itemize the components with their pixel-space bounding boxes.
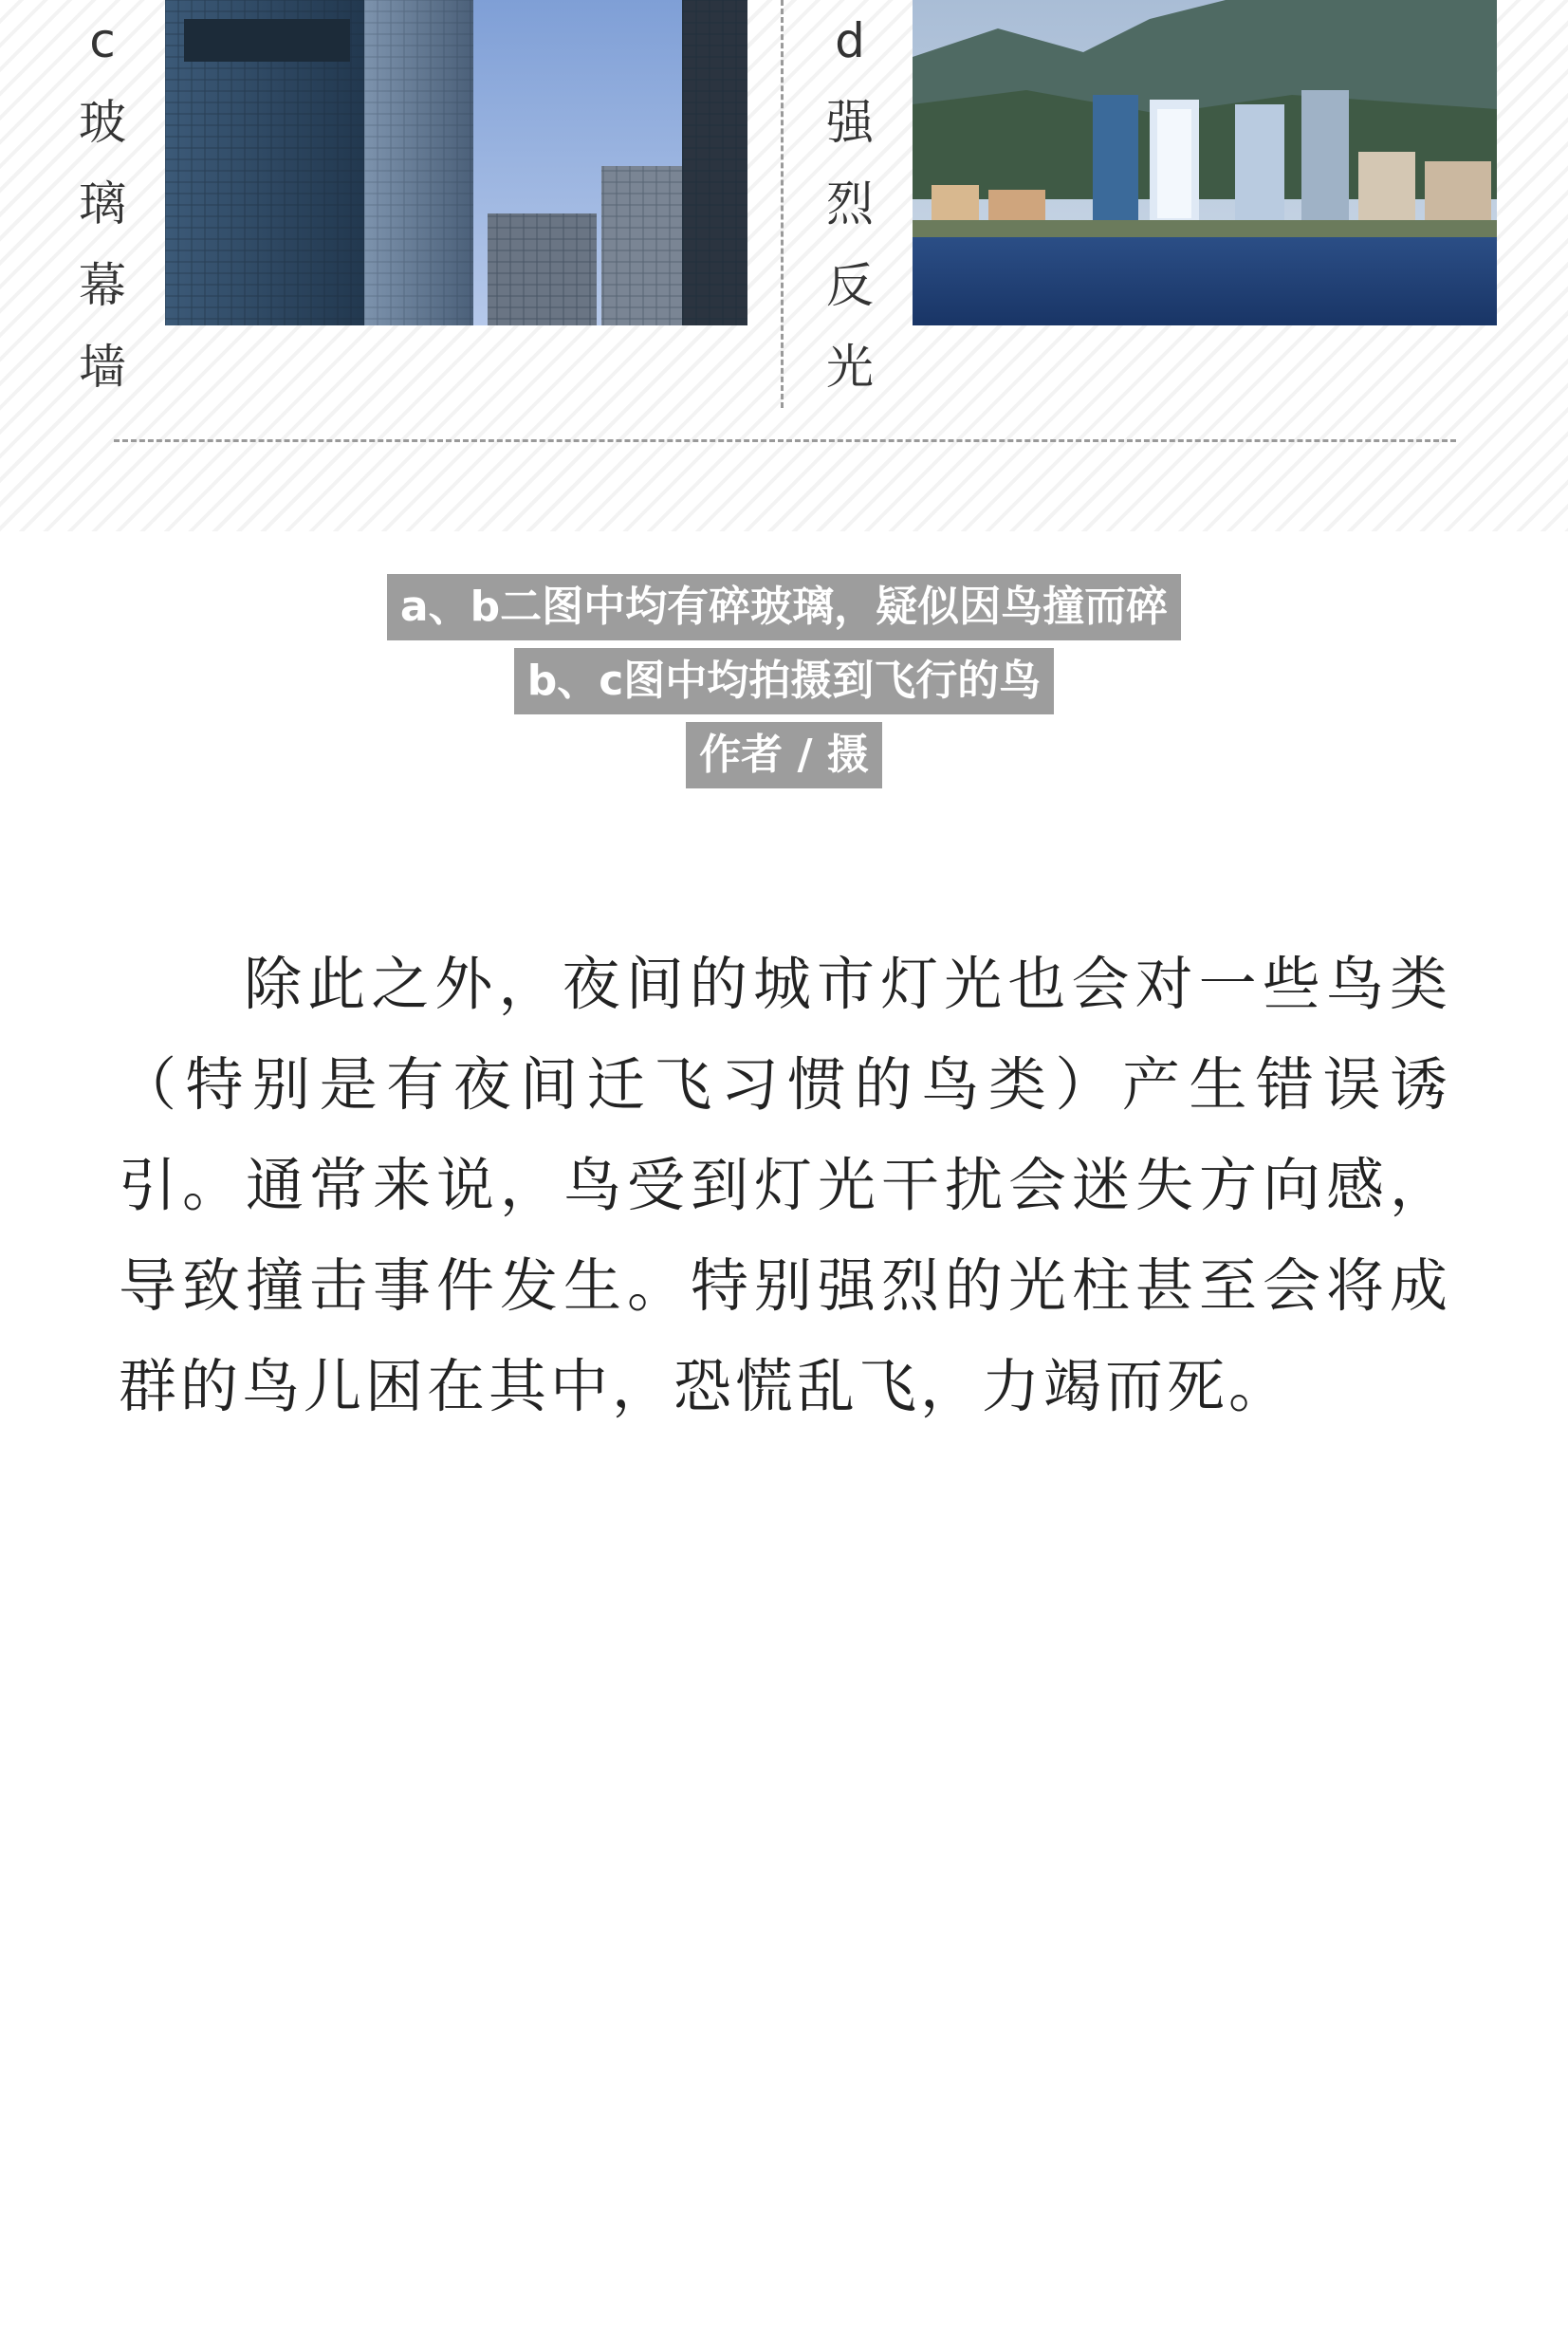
photo-captions — [0, 574, 1568, 796]
panel-d-letter: d — [835, 13, 865, 68]
caption-credit: 作者 / 摄 — [686, 722, 882, 788]
vertical-divider — [781, 0, 784, 408]
paragraph-text: 除此之外，夜间的城市灯光也会对一些鸟类（特别是有夜间迁飞习惯的鸟类）产生错误诱引。通常来说，鸟受到灯光干扰会迷失方向感，导致撞击事件发生。特别强烈的光柱甚至会将成群的鸟儿困在其中，恐慌乱飞，力竭而死。 — [119, 951, 1451, 1420]
photo-strong-reflection — [913, 0, 1497, 325]
article-paragraph — [119, 935, 1451, 1437]
panel-c-label — [74, 0, 131, 408]
panel-c-char-2: 璃 — [79, 176, 126, 231]
panel-d-char-2: 烈 — [826, 176, 874, 231]
panel-d-char-4: 光 — [826, 340, 874, 395]
panel-c-char-1: 玻 — [79, 95, 126, 150]
panel-c-letter: c — [89, 13, 116, 68]
panel-d-char-3: 反 — [826, 258, 874, 313]
panel-d-char-1: 强 — [826, 95, 874, 150]
panel-c-char-4: 墙 — [79, 340, 126, 395]
photo-glass-curtain-wall — [165, 0, 747, 325]
caption-line-2: b、c图中均拍摄到飞行的鸟 — [514, 648, 1055, 714]
panel-d-label — [821, 0, 878, 408]
horizontal-divider — [114, 439, 1456, 442]
panel-c-char-3: 幕 — [79, 258, 126, 313]
caption-line-1: a、b二图中均有碎玻璃，疑似因鸟撞而碎 — [387, 574, 1181, 640]
